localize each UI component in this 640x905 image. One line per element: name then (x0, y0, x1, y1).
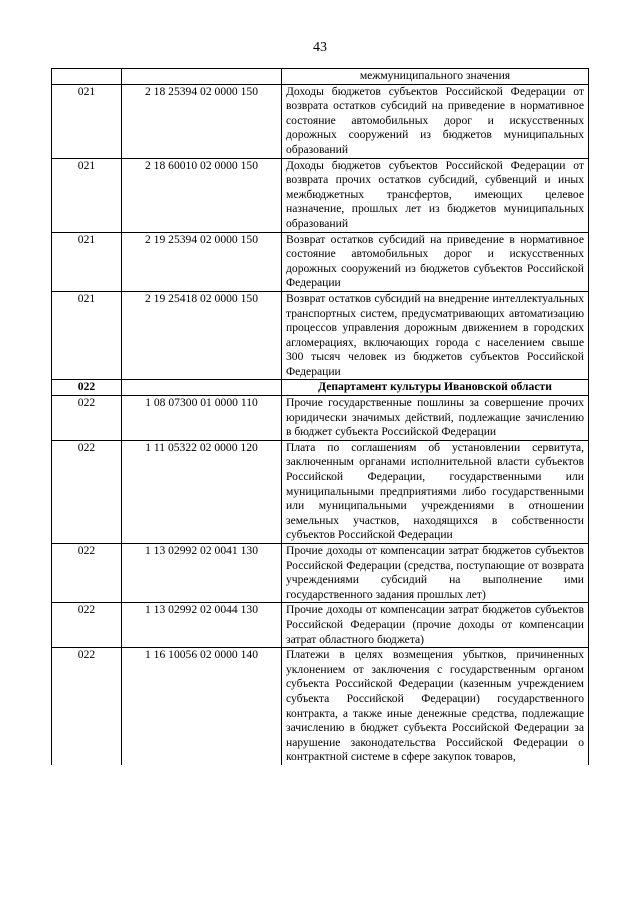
budget-code-cell: 1 13 02992 02 0044 130 (122, 603, 282, 648)
table-row (52, 648, 589, 765)
budget-codes-table (51, 68, 589, 765)
admin-code-cell: 021 (52, 232, 122, 291)
admin-code-cell: 022 (52, 544, 122, 603)
budget-code-cell: 1 11 05322 02 0000 120 (122, 440, 282, 543)
admin-code-cell: 022 (52, 380, 122, 396)
description-cell: Возврат остатков субсидий на приведение в нормативное состояние автомобильных дорог и искусственных дорожных сооружений из бюджетов субъектов Российской Федерации (282, 232, 589, 291)
table-row (52, 232, 589, 291)
admin-code-cell: 022 (52, 648, 122, 765)
description-cell: Прочие государственные пошлины за совершение прочих юридически значимых действий, подлежащие зачислению в бюджет субъекта Российской Федерации (282, 396, 589, 441)
budget-code-cell (122, 380, 282, 396)
description-cell: Плата по соглашениям об установлении сервитута, заключенным органами исполнительной власти субъектов Российской Федерации, государственными или муниципальными предприятиями либо государственными или муниципальными учреждениями в отношении земельных участков, находящихся в собственности субъектов Российской Федерации (282, 440, 589, 543)
table-row (52, 291, 589, 380)
budget-code-cell (122, 69, 282, 85)
table-row (52, 158, 589, 232)
table-row (52, 603, 589, 648)
budget-code-cell: 2 18 25394 02 0000 150 (122, 84, 282, 158)
table-row (52, 396, 589, 441)
admin-code-cell (52, 69, 122, 85)
budget-code-cell: 2 19 25394 02 0000 150 (122, 232, 282, 291)
description-cell: межмуниципального значения (282, 69, 589, 85)
department-header-row (52, 380, 589, 396)
table-body (52, 69, 589, 765)
budget-code-cell: 1 08 07300 01 0000 110 (122, 396, 282, 441)
description-cell: Платежи в целях возмещения убытков, причиненных уклонением от заключения с государственным органом субъекта Российской Федерации (казенным учреждением субъекта Российской Федерации) государственного контракта, а также иные денежные средства, подлежащие зачислению в бюджет субъекта Российской Федерации за нарушение законодательства Российской Федерации о контрактной системе в сфере закупок товаров, (282, 648, 589, 765)
description-cell: Прочие доходы от компенсации затрат бюджетов субъектов Российской Федерации (прочие доходы от компенсации затрат областного бюджета) (282, 603, 589, 648)
admin-code-cell: 022 (52, 603, 122, 648)
table-row (52, 544, 589, 603)
description-cell: Доходы бюджетов субъектов Российской Федерации от возврата прочих остатков субсидий, субвенций и иных межбюджетных трансфертов, имеющих целевое назначение, прошлых лет из бюджетов муниципальных образований (282, 158, 589, 232)
admin-code-cell: 021 (52, 291, 122, 380)
table-row (52, 84, 589, 158)
admin-code-cell: 022 (52, 440, 122, 543)
table-row (52, 440, 589, 543)
description-cell: Возврат остатков субсидий на внедрение интеллектуальных транспортных систем, предусматривающих автоматизацию процессов управления дорожным движением в городских агломерациях, включающих города с населением свыше 300 тысяч человек из бюджетов субъектов Российской Федерации (282, 291, 589, 380)
admin-code-cell: 022 (52, 396, 122, 441)
description-cell: Прочие доходы от компенсации затрат бюджетов субъектов Российской Федерации (средства, поступающие от возврата учреждениями субсидий на выполнение ими государственного задания прошлых лет) (282, 544, 589, 603)
table-row (52, 69, 589, 85)
budget-code-cell: 1 16 10056 02 0000 140 (122, 648, 282, 765)
admin-code-cell: 021 (52, 158, 122, 232)
page-number: 43 (313, 40, 327, 55)
department-title: Департамент культуры Ивановской области (282, 380, 589, 396)
budget-code-cell: 2 19 25418 02 0000 150 (122, 291, 282, 380)
admin-code-cell: 021 (52, 84, 122, 158)
description-cell: Доходы бюджетов субъектов Российской Федерации от возврата остатков субсидий на приведение в нормативное состояние автомобильных дорог и искусственных дорожных сооружений из бюджетов муниципальных образований (282, 84, 589, 158)
budget-code-cell: 1 13 02992 02 0041 130 (122, 544, 282, 603)
budget-code-cell: 2 18 60010 02 0000 150 (122, 158, 282, 232)
